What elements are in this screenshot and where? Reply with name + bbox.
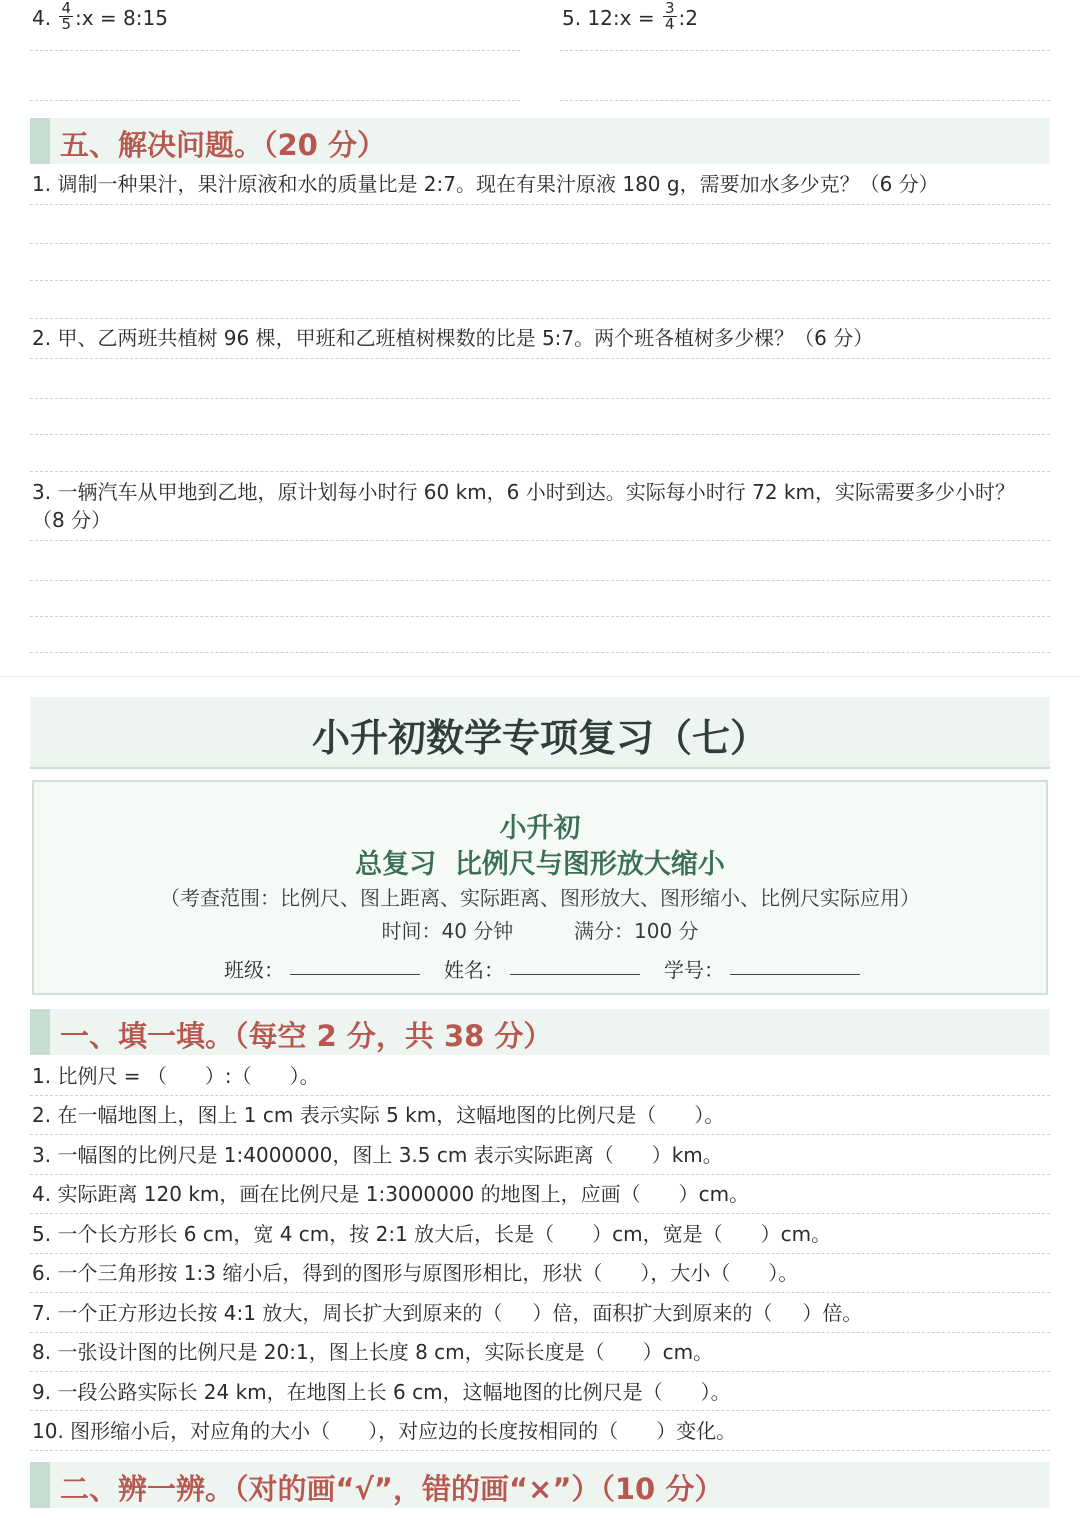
section-title: 五、解决问题。（20 分） <box>60 128 386 162</box>
question-item: 8. 一张设计图的比例尺是 20:1，图上长度 8 cm，实际长度是（ ）cm。 <box>32 1340 714 1364</box>
answer-line <box>30 616 1050 617</box>
answer-line <box>30 1371 1050 1372</box>
section-header <box>30 1462 1050 1508</box>
answer-line <box>560 50 1050 51</box>
answer-line <box>30 204 1050 205</box>
question-item: 3. 一幅图的比例尺是 1:4000000，图上 3.5 cm 表示实际距离（ ）km。 <box>32 1143 723 1167</box>
question-item: 10. 图形缩小后，对应角的大小（ ），对应边的长度按相同的（ ）变化。 <box>32 1419 737 1443</box>
problem-5: 5. 12:x = $\frac{3}{4}$ :2 <box>562 0 698 33</box>
answer-line <box>30 50 520 51</box>
question-item: 6. 一个三角形按 1:3 缩小后，得到的图形与原图形相比，形状（ ），大小（ ）。 <box>32 1261 799 1285</box>
question-item: 5. 一个长方形长 6 cm，宽 4 cm，按 2:1 放大后，长是（ ）cm，宽是（ ）cm。 <box>32 1222 832 1246</box>
page-title: 小升初数学专项复习（七） <box>311 716 768 760</box>
name-field[interactable] <box>510 974 640 975</box>
answer-line <box>30 471 1050 472</box>
question-item: 4. 实际距离 120 km，画在比例尺是 1:3000000 的地图上，应画（ ）cm。 <box>32 1182 750 1206</box>
section-title: 二、辨一辨。（对的画“√”，错的画“×”）（10 分） <box>60 1472 724 1506</box>
answer-line <box>30 398 1050 399</box>
answer-line <box>30 280 1050 281</box>
title-banner <box>30 697 1050 769</box>
subtitle: 小升初 <box>499 813 581 844</box>
fraction: $\frac{3}{4}$ <box>664 0 675 33</box>
answer-line <box>30 1410 1050 1411</box>
question-item: 1. 调制一种果汁，果汁原液和水的质量比是 2:7。现在有果汁原液 180 g，需要加水多少克？（6 分） <box>32 172 939 196</box>
answer-line <box>30 318 1050 319</box>
name-label: 姓名： <box>444 958 504 982</box>
question-item: 9. 一段公路实际长 24 km，在地图上长 6 cm，这幅地图的比例尺是（ ）。 <box>32 1380 731 1404</box>
section-header <box>30 1009 1050 1055</box>
fraction: $\frac{4}{5}$ <box>61 0 71 33</box>
subtitle-topic: 总复习 比例尺与图形放大缩小 <box>355 849 725 880</box>
answer-line <box>30 580 1050 581</box>
class-field[interactable] <box>290 974 420 975</box>
question-item: 2. 在一幅地图上，图上 1 cm 表示实际 5 km，这幅地图的比例尺是（ ）。 <box>32 1103 725 1127</box>
answer-line <box>30 1174 1050 1175</box>
id-label: 学号： <box>664 958 724 982</box>
answer-line <box>30 540 1050 541</box>
id-field[interactable] <box>730 974 860 975</box>
question-item: 3. 一辆汽车从甲地到乙地，原计划每小时行 60 km，6 小时到达。实际每小时行 72 km，实际需要多少小时？（8 分） <box>32 480 1015 532</box>
section-title: 一、填一填。（每空 2 分，共 38 分） <box>60 1019 553 1053</box>
section-header <box>30 118 1050 164</box>
class-label: 班级： <box>224 958 284 982</box>
info-box <box>32 780 1048 995</box>
question-item: 2. 甲、乙两班共植树 96 棵，甲班和乙班植树棵数的比是 5:7。两个班各植树多少棵？（6 分） <box>32 326 874 350</box>
time-score <box>34 915 1046 944</box>
answer-line <box>30 1095 1050 1096</box>
answer-line <box>30 652 1050 653</box>
question-item: 7. 一个正方形边长按 4:1 放大，周长扩大到原来的（ ）倍，面积扩大到原来的（ ）倍。 <box>32 1301 863 1325</box>
question-item: 1. 比例尺 = （ ）:（ ）。 <box>32 1064 320 1088</box>
answer-line <box>30 1213 1050 1214</box>
answer-line <box>30 434 1050 435</box>
problem-4: 4. $\frac{4}{5}$ :x = 8:15 <box>32 0 168 33</box>
answer-line <box>30 1253 1050 1254</box>
answer-line <box>30 358 1050 359</box>
full-score: 满分：100 分 <box>574 919 699 943</box>
answer-line <box>560 100 1050 101</box>
scope-text: （考查范围：比例尺、图上距离、实际距离、图形放大、图形缩小、比例尺实际应用） <box>160 886 920 910</box>
answer-line <box>30 1134 1050 1135</box>
time-limit: 时间：40 分钟 <box>381 919 514 943</box>
page-divider <box>0 676 1080 677</box>
answer-line <box>30 243 1050 244</box>
answer-line <box>30 1450 1050 1451</box>
answer-line <box>30 100 520 101</box>
answer-line <box>30 1332 1050 1333</box>
answer-line <box>30 1292 1050 1293</box>
